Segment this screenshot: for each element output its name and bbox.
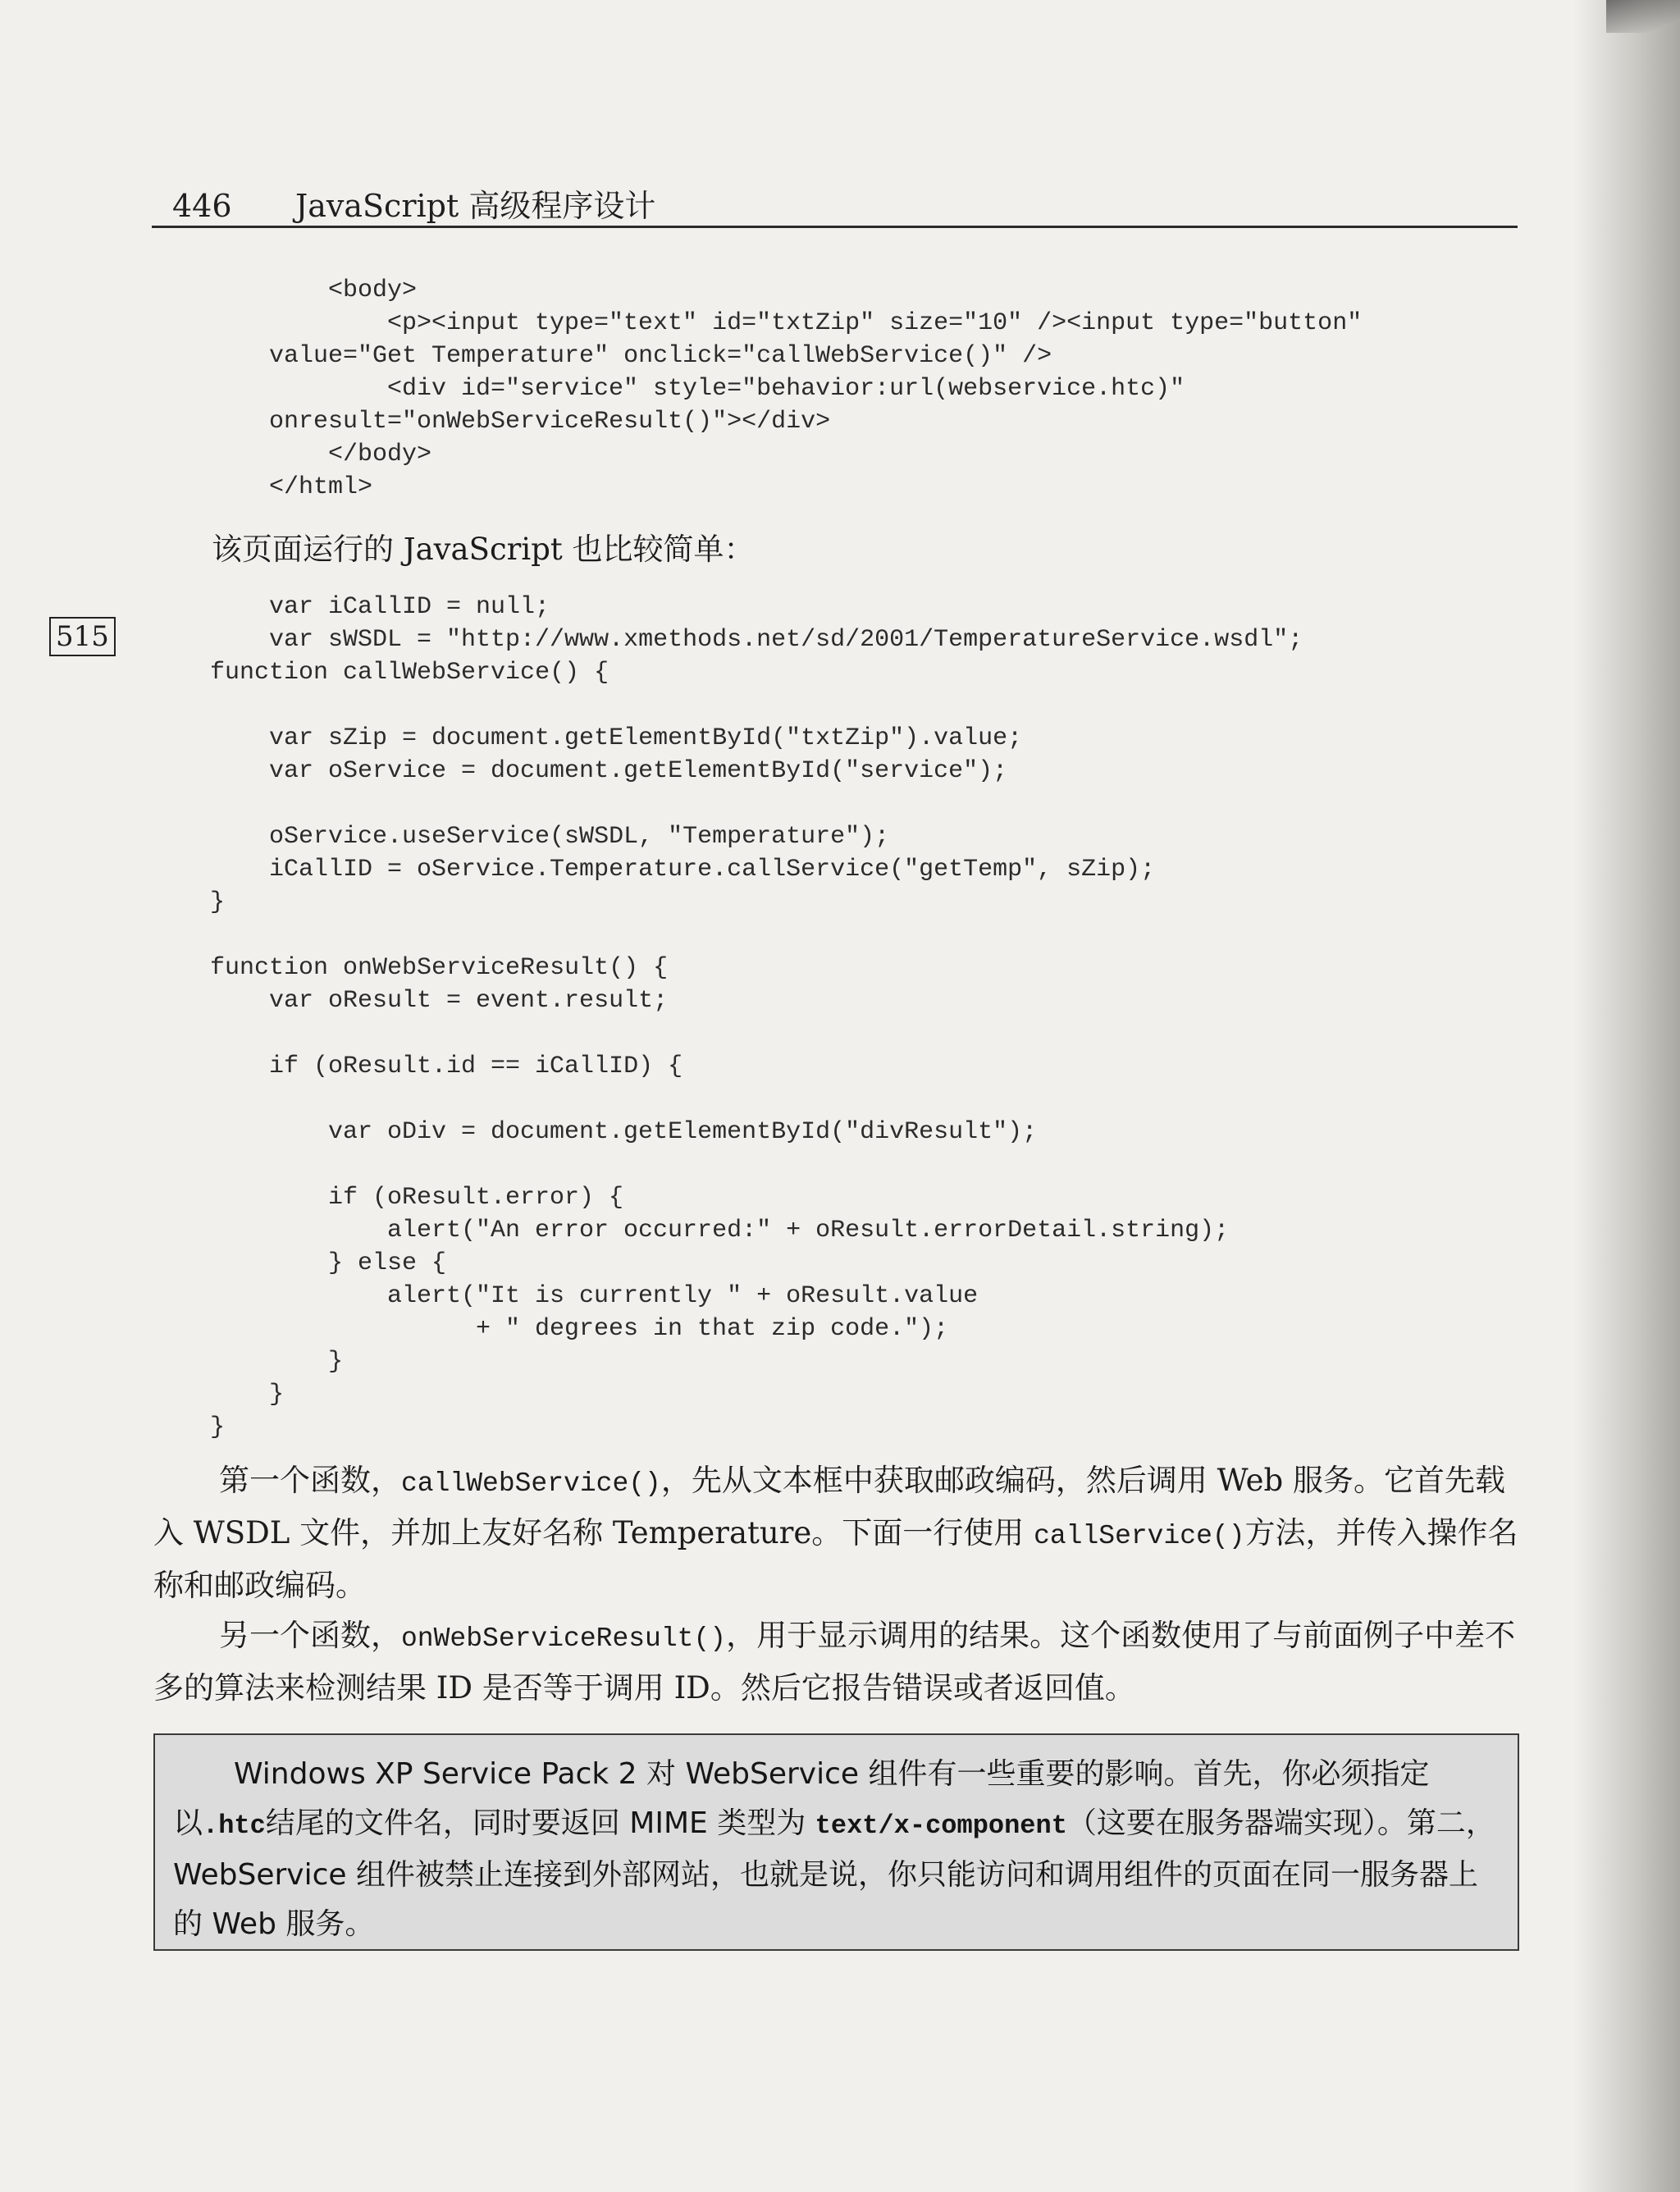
code-line: </html> xyxy=(269,473,373,501)
note-text-a: Windows XP Service Pack 2 对 WebService 组件有一些重要的影响。首先，你必须指定以 xyxy=(173,1757,1430,1840)
code-line: </body> xyxy=(328,441,432,468)
para1-text-c: 方法，并传入操作名称和邮政编码。 xyxy=(153,1515,1518,1603)
page-edge-mark xyxy=(1606,0,1680,33)
code-line: if (oResult.id == iCallID) { xyxy=(269,1053,683,1080)
code-line: var oDiv = document.getElementById("divResult"); xyxy=(328,1118,1038,1146)
para1-code-callservice: callService() xyxy=(1034,1521,1245,1551)
code-line: <p><input type="text" id="txtZip" size="10" /><input type="button" xyxy=(387,309,1363,337)
note-text-b: 结尾的文件名，同时要返回 MIME 类型为 xyxy=(265,1806,815,1840)
para1-text-a: 第一个函数， xyxy=(219,1463,401,1498)
code-line: } xyxy=(269,1381,285,1409)
code-line: if (oResult.error) { xyxy=(328,1184,624,1212)
code-line: } xyxy=(210,1413,226,1441)
book-title: JavaScript 高级程序设计 xyxy=(295,188,656,224)
code-line: alert("An error occurred:" + oResult.errorDetail.string); xyxy=(387,1217,1230,1244)
intro-text: 该页面运行的 JavaScript 也比较简单： xyxy=(212,532,755,567)
para2-text-b: ，用于显示调用的结果。这个函数使用了与前面例子中差不多的算法来检测结果 ID 是否等于调用 ID。然后它报告错误或者返回值。 xyxy=(153,1618,1516,1706)
note-code-htc: .htc xyxy=(203,1811,266,1841)
page-number: 446 xyxy=(172,188,232,224)
paragraph-onwebserviceresult xyxy=(153,1611,1519,1713)
para2-text-a: 另一个函数， xyxy=(219,1618,401,1653)
code-line: } xyxy=(328,1348,344,1376)
note-box xyxy=(153,1733,1519,1951)
page-curl-shadow xyxy=(1573,0,1680,2192)
code-line: } xyxy=(210,888,226,916)
javascript-code-block xyxy=(0,591,1303,1444)
code-line: function onWebServiceResult() { xyxy=(210,954,669,982)
html-code-block xyxy=(0,274,1362,504)
code-line: var sZip = document.getElementById("txtZip").value; xyxy=(269,724,1023,752)
para1-code-callwebservice: callWebService() xyxy=(401,1468,661,1499)
code-line: <body> xyxy=(328,276,418,304)
margin-page-reference: 515 xyxy=(49,617,116,656)
code-line: onresult="onWebServiceResult()"></div> xyxy=(269,408,831,436)
para2-code-onwebserviceresult: onWebServiceResult() xyxy=(401,1623,727,1654)
code-line: <div id="service" style="behavior:url(webservice.htc)" xyxy=(387,375,1185,403)
para1-text-b: ，先从文本框中获取邮政编码，然后调用 Web 服务。它首先载入 WSDL 文件，并加上友好名称 Temperature。下面一行使用 xyxy=(153,1463,1505,1550)
code-line xyxy=(0,1149,1303,1181)
code-line: oService.useService(sWSDL, "Temperature"); xyxy=(269,823,890,851)
code-line: function callWebService() { xyxy=(210,659,609,687)
code-line: var oService = document.getElementById("service"); xyxy=(269,757,1008,785)
code-line xyxy=(0,1017,1303,1050)
code-line: + " degrees in that zip code."); xyxy=(476,1315,949,1343)
code-line xyxy=(0,689,1303,722)
code-line: } else { xyxy=(328,1249,447,1277)
code-line: var oResult = event.result; xyxy=(269,987,669,1015)
code-line xyxy=(0,788,1303,820)
code-line xyxy=(0,1083,1303,1116)
page-header xyxy=(172,180,655,226)
code-line: var iCallID = null; xyxy=(269,593,550,621)
code-line xyxy=(0,919,1303,952)
note-code-mime: text/x-component xyxy=(815,1811,1067,1841)
code-line: alert("It is currently " + oResult.value xyxy=(387,1282,979,1310)
code-line: var sWSDL = "http://www.xmethods.net/sd/2001/TemperatureService.wsdl"; xyxy=(269,626,1303,654)
code-line: iCallID = oService.Temperature.callService("getTemp", sZip); xyxy=(269,856,1156,884)
code-line: value="Get Temperature" onclick="callWebService()" /> xyxy=(269,342,1052,370)
header-rule xyxy=(152,226,1518,228)
paragraph-callwebservice xyxy=(153,1456,1519,1610)
note-text-c: （这要在服务器端实现）。第二，WebService 组件被禁止连接到外部网站，也就是说，你只能访问和调用组件的页面在同一服务器上的 Web 服务。 xyxy=(173,1806,1495,1941)
